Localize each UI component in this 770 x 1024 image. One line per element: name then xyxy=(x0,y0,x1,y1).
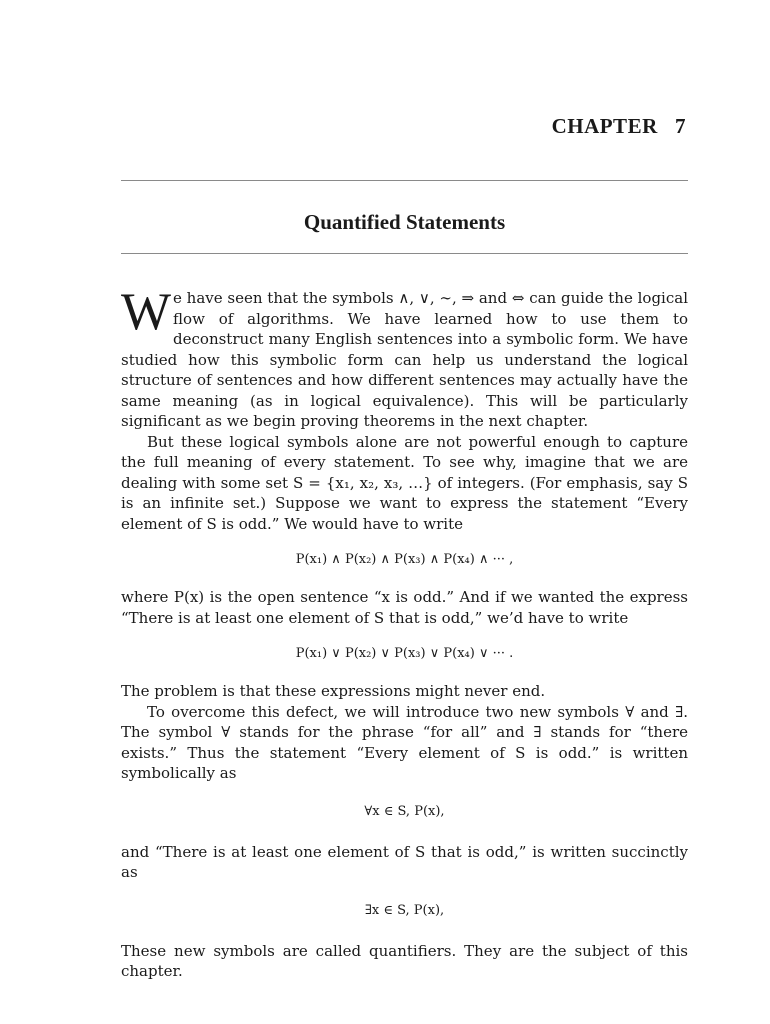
paragraph-set-example: But these logical symbols alone are not powerful enough to capture the full meaning of every statement. To see why, imagine that we are dealing with some set S = {x₁, x₂, x₃, …} of integers. (For emphasis, say S is an infinite set.) Suppose we want to express the statement “Every element of S is odd.” We would have to write xyxy=(121,432,688,533)
chapter-number: CHAPTER 7 xyxy=(551,114,686,138)
bottom-rule xyxy=(121,253,688,254)
top-rule xyxy=(121,180,688,181)
equation-existential: ∃x ∈ S, P(x), xyxy=(364,902,445,918)
paragraph-quantifier-symbols: To overcome this defect, we will introduce two new symbols ∀ and ∃. The symbol ∀ stands for the phrase “for all” and ∃ stands for “there exists.” Thus the statement “Every element of S is odd.” is written symbolically as xyxy=(121,702,688,782)
paragraph-conclusion: These new symbols are called quantifiers. They are the subject of this chapter. xyxy=(121,941,688,980)
paragraph-open-sentence: where P(x) is the open sentence “x is odd.” And if we wanted the express “There is at least one element of S that is odd,” we’d have to write xyxy=(121,588,688,627)
drop-cap: W xyxy=(121,283,172,341)
paragraph-intro xyxy=(121,283,688,432)
equation-conjunction: P(x₁) ∧ P(x₂) ∧ P(x₃) ∧ P(x₄) ∧ ··· , xyxy=(295,552,514,567)
paragraph-existential: and “There is at least one element of S that is odd,” is written succinctly as xyxy=(121,842,688,881)
equation-universal: ∀x ∈ S, P(x), xyxy=(364,803,445,819)
equation-disjunction: P(x₁) ∨ P(x₂) ∨ P(x₃) ∨ P(x₄) ∨ ··· . xyxy=(295,646,514,661)
chapter-title: Quantified Statements xyxy=(303,210,506,234)
paragraph-intro-text: e have seen that the symbols ∧, ∨, ∼, ⇒ and ⇔ can guide the logical flow of algorithms. We have learned how to use them to deconstruct many English sentences into a symbolic form. We have studied how this symbolic form can help us understand the logical structure of sentences and how different sentences may actually have the same meaning (as in logical equivalence). This will be particularly significant as we begin proving theorems in the next chapter. xyxy=(121,289,688,430)
paragraph-problem: The problem is that these expressions might never end. xyxy=(121,682,546,700)
body-text xyxy=(121,283,688,982)
